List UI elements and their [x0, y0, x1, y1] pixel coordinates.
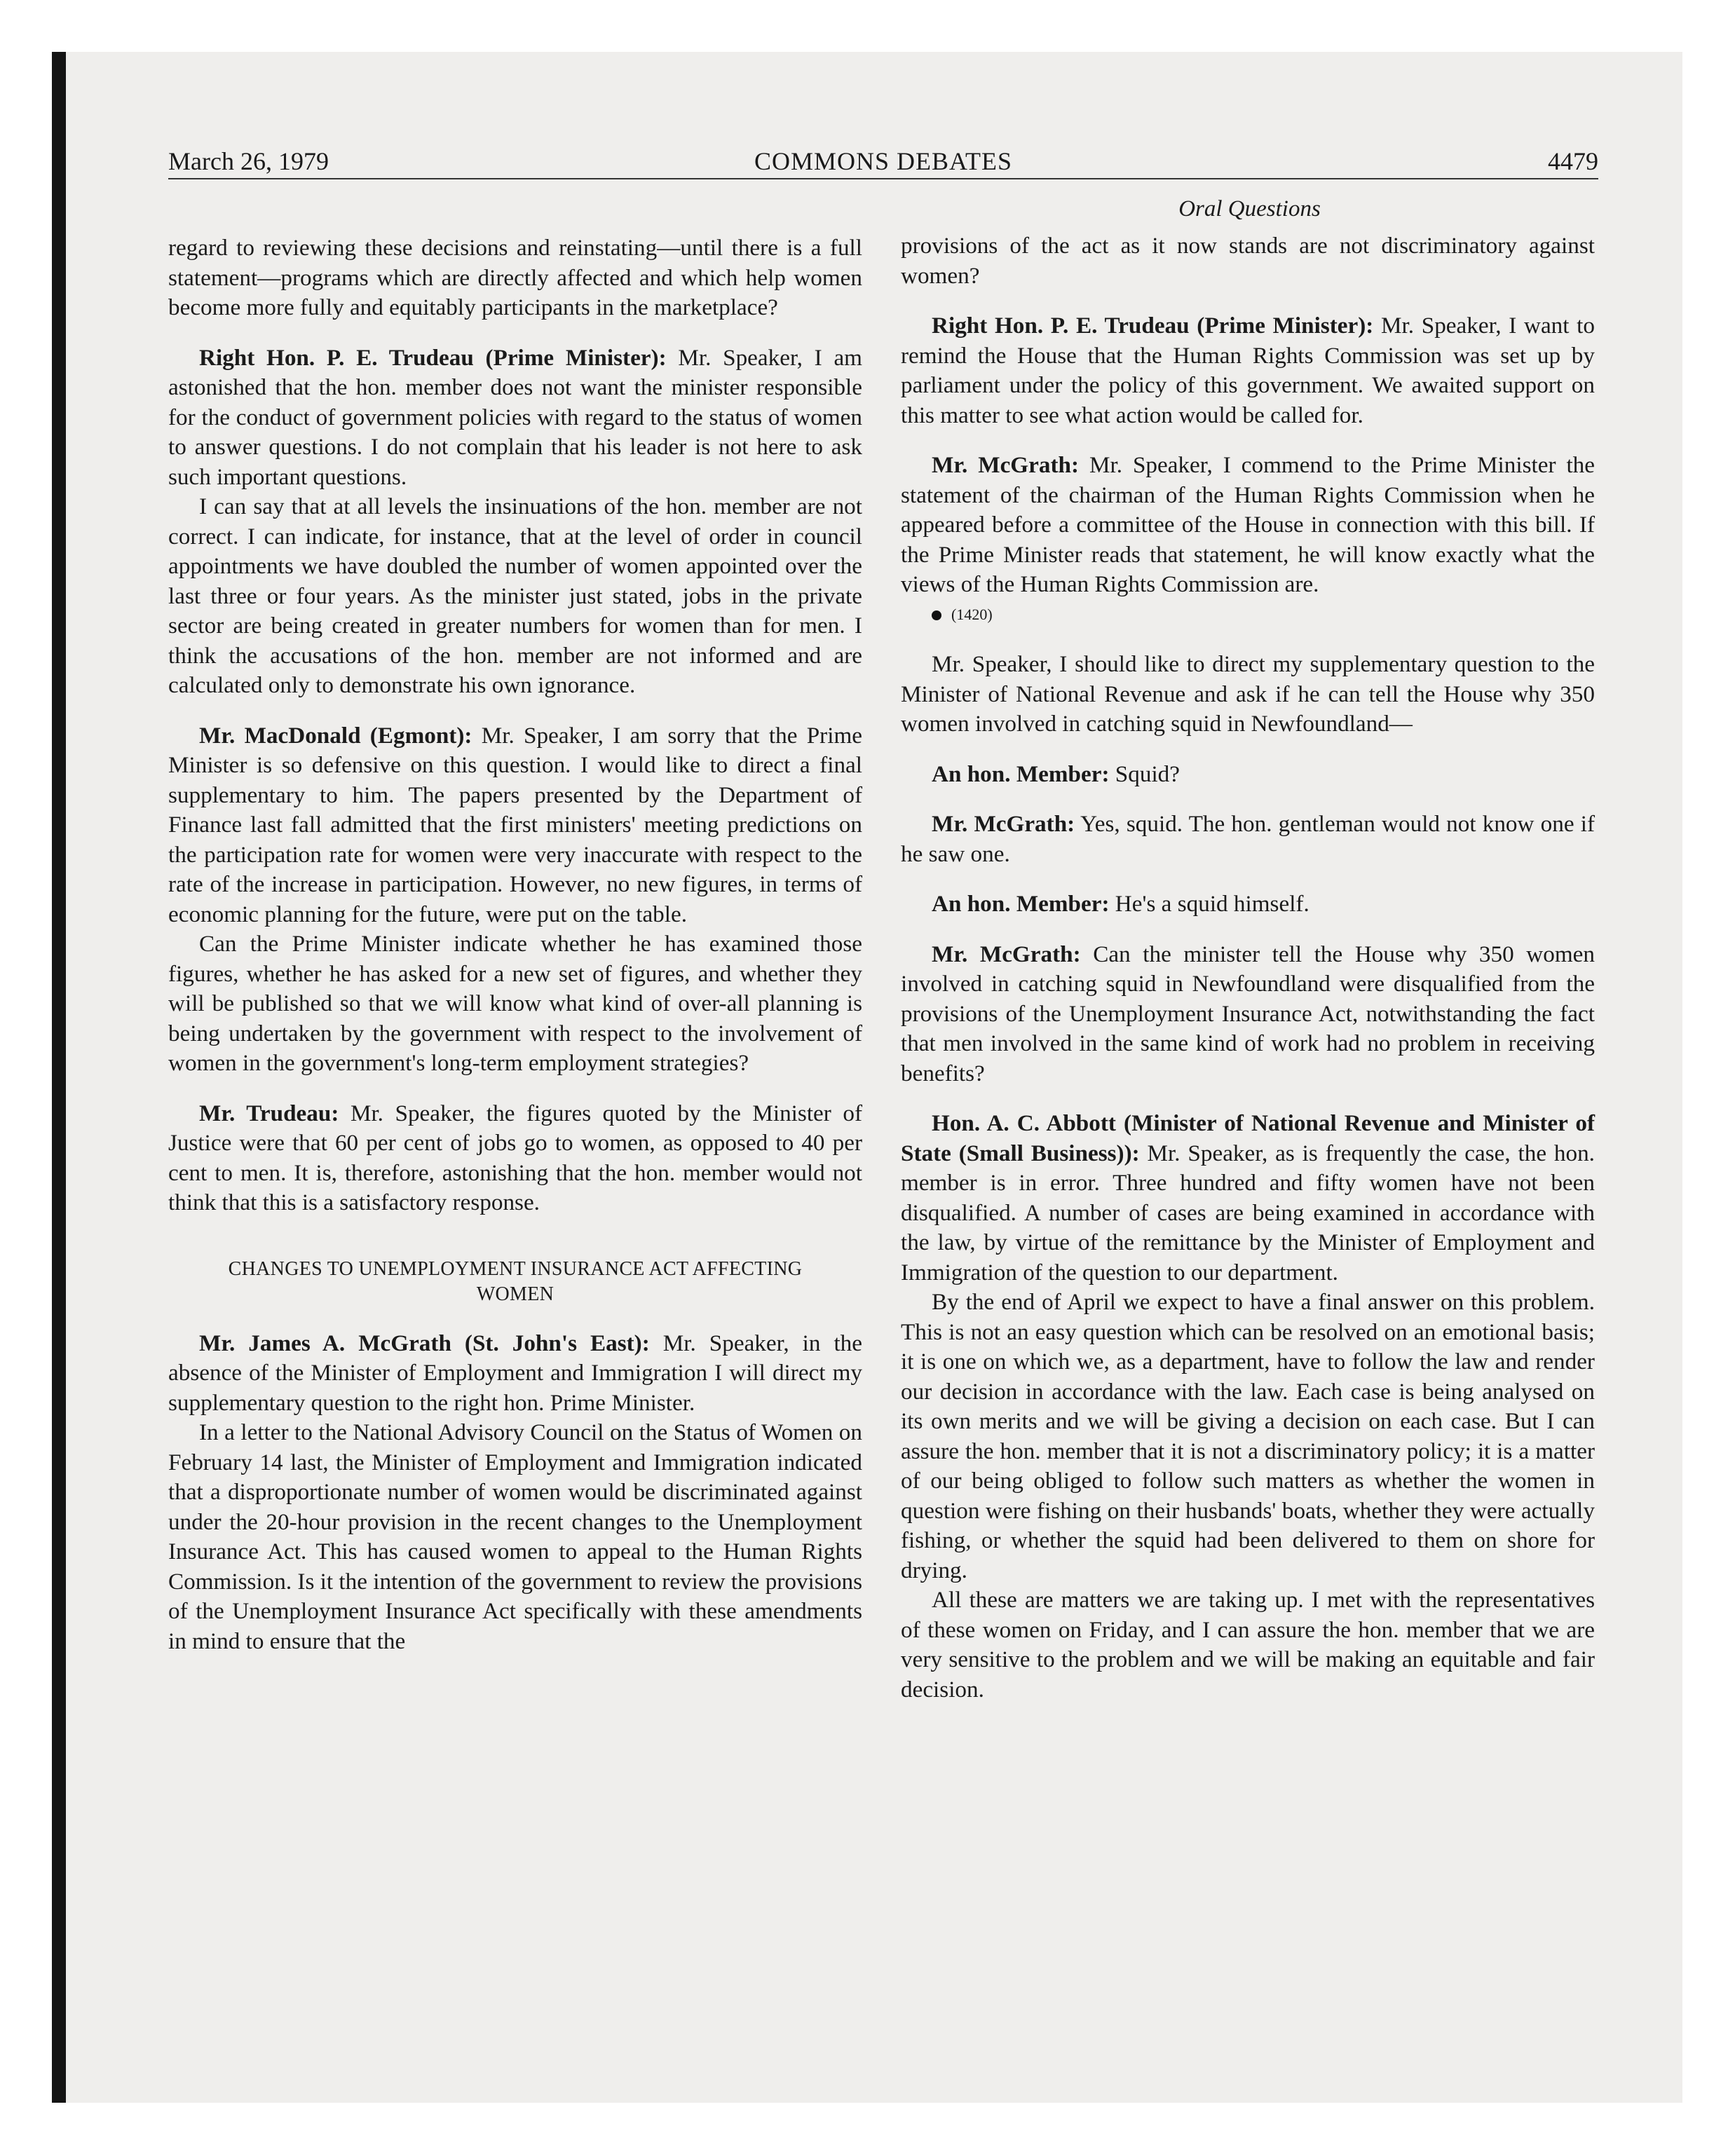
- speech-text: Mr. Speaker, I commend to the Prime Minister the statement of the chairman of the Human Rights Commission when he appeared before a committee of the House in connection with this bill. If the Prime Minister reads that statement, he will know exactly what the views of the Human Rights Commission are.: [901, 452, 1595, 597]
- paragraph: [168, 1329, 862, 1419]
- scan-edge-shadow: [52, 52, 66, 2103]
- paragraph: regard to reviewing these decisions and reinstating—until there is a full statement—programs which are directly affected and which help women become more fully and equitably participants in the marketplace?: [168, 235, 862, 320]
- paragraph: [901, 810, 1595, 869]
- paragraph: [901, 311, 1595, 430]
- speaker-name: An hon. Member:: [932, 760, 1110, 787]
- speaker-name: Hon. A. C. Abbott (Minister of National Revenue and Minister of State (Small Business)):: [901, 1110, 1595, 1166]
- header-title: COMMONS DEBATES: [754, 147, 1013, 175]
- speech-text: Mr. Speaker, I am sorry that the Prime Minister is so defensive on this question. I would like to direct a final supplementary to him. The papers presented by the Department of Finance last fall admitted that the first ministers' meeting predictions on the participation rate for women were very inaccurate with respect to the rate of the increase in participation. However, no new figures, in terms of economic planning for the future, were put on the table.: [168, 722, 862, 927]
- speaker-name: Mr. James A. McGrath (St. John's East):: [199, 1330, 650, 1356]
- paragraph: provisions of the act as it now stands are not discriminatory against women?: [901, 233, 1595, 289]
- paragraph: [168, 721, 862, 930]
- speaker-name: Mr. McGrath:: [932, 452, 1080, 478]
- paragraph: [901, 889, 1595, 920]
- time-marker-text: (1420): [951, 605, 993, 623]
- speech-text: Squid?: [1109, 760, 1180, 787]
- speaker-name: Right Hon. P. E. Trudeau (Prime Minister):: [932, 313, 1374, 339]
- speaker-name: Mr. McGrath:: [932, 811, 1075, 837]
- left-column: [168, 233, 862, 1656]
- speech-text: Mr. Speaker, I am astonished that the hon. member does not want the minister responsible for the conduct of government policies with regard to the status of women to answer questions. I do not complain that his leader is not here to ask such important questions.: [168, 344, 862, 490]
- paragraph: By the end of April we expect to have a final answer on this problem. This is not an easy question which can be resolved on an emotional basis; it is one on which we, as a department, have to follow the law and render our decision in accordance with the law. Each case is being analysed on its own merits and we will be giving a decision on each case. But I can assure the hon. member that it is not a discriminatory policy; it is a matter of our being obliged to follow such matters as whether the women in question were fishing on their husbands' boats, whether they were actually fishing, or whether the squid had been delivered to them on shore for drying.: [901, 1289, 1595, 1583]
- paragraph: In a letter to the National Advisory Council on the Status of Women on February 14 last, the Minister of Employment and Immigration indicated that a disproportionate number of women would be discriminated against under the 20-hour provision in the recent changes to the Unemployment Insurance Act. This has caused women to appeal to the Human Rights Commission. Is it the intention of the government to review the provisions of the Unemployment Insurance Act specifically with these amendments in mind to ensure that the: [168, 1419, 862, 1654]
- speech-text: Yes, squid. The hon. gentleman would not know one if he saw one.: [901, 811, 1595, 867]
- page-number: 4479: [1548, 147, 1598, 175]
- time-marker: [901, 600, 1595, 630]
- paragraph: [901, 1109, 1595, 1288]
- paragraph: [168, 1099, 862, 1218]
- section-heading: Oral Questions: [1178, 196, 1321, 221]
- speaker-name: An hon. Member:: [932, 891, 1110, 917]
- speech-text: Mr. Speaker, as is frequently the case, the hon. member is in error. Three hundred and fifty women have not been disqualified. A number of cases are being examined in accordance with the law, by virtue of the remittance by the Minister of Employment and Immigration of the question to our department.: [901, 1140, 1595, 1285]
- header-rule: [168, 178, 1598, 179]
- speech-text: Mr. Speaker, in the absence of the Minister of Employment and Immigration I will direct my supplementary question to the right hon. Prime Minister.: [168, 1330, 862, 1416]
- paragraph: All these are matters we are taking up. I met with the representatives of these women on Friday, and I can assure the hon. member that we are very sensitive to the problem and we will be making an equitable and fair decision.: [901, 1587, 1595, 1703]
- bullet-icon: [932, 610, 941, 620]
- speaker-name: Mr. Trudeau:: [199, 1100, 339, 1126]
- speech-text: Mr. Speaker, I want to remind the House that the Human Rights Commission was set up by parliament under the policy of this government. We awaited support on this matter to see what action would be called for.: [901, 313, 1595, 428]
- paragraph: [168, 343, 862, 493]
- speaker-name: Right Hon. P. E. Trudeau (Prime Minister):: [199, 344, 667, 371]
- paragraph: [901, 760, 1595, 790]
- speech-text: Can the minister tell the House why 350 women involved in catching squid in Newfoundland were disqualified from the provisions of the Unemployment Insurance Act, notwithstanding the fact that men involved in the same kind of work had no problem in receiving benefits?: [901, 941, 1595, 1086]
- paragraph: Can the Prime Minister indicate whether he has examined those figures, whether he has asked for a new set of figures, and whether they will be published so that we will know what kind of over-all planning is being undertaken by the government with respect to the involvement of women in the government's long-term employment strategies?: [168, 931, 862, 1076]
- speech-text: He's a squid himself.: [1109, 891, 1309, 917]
- paragraph: Mr. Speaker, I should like to direct my supplementary question to the Minister of National Revenue and ask if he can tell the House why 350 women involved in catching squid in Newfoundland—: [901, 651, 1595, 737]
- right-column: [901, 231, 1595, 1705]
- header-date: March 26, 1979: [168, 147, 329, 175]
- page-header: [168, 140, 1598, 182]
- speaker-name: Mr. MacDonald (Egmont):: [199, 722, 472, 749]
- subheading: CHANGES TO UNEMPLOYMENT INSURANCE ACT AFFECTING WOMEN: [228, 1257, 803, 1305]
- speaker-name: Mr. McGrath:: [932, 941, 1081, 967]
- paragraph: [901, 940, 1595, 1089]
- paragraph: I can say that at all levels the insinuations of the hon. member are not correct. I can indicate, for instance, that at the level of order in council appointments we have doubled the number of women appointed over the last three or four years. As the minister just stated, jobs in the private sector are being created in greater numbers for women than for men. I think the accusations of the hon. member are not informed and are calculated only to demonstrate his own ignorance.: [168, 493, 862, 698]
- paragraph: [901, 451, 1595, 600]
- speech-text: Mr. Speaker, the figures quoted by the Minister of Justice were that 60 per cent of jobs go to women, as opposed to 40 per cent to men. It is, therefore, astonishing that the hon. member would not think that this is a satisfactory response.: [168, 1100, 863, 1215]
